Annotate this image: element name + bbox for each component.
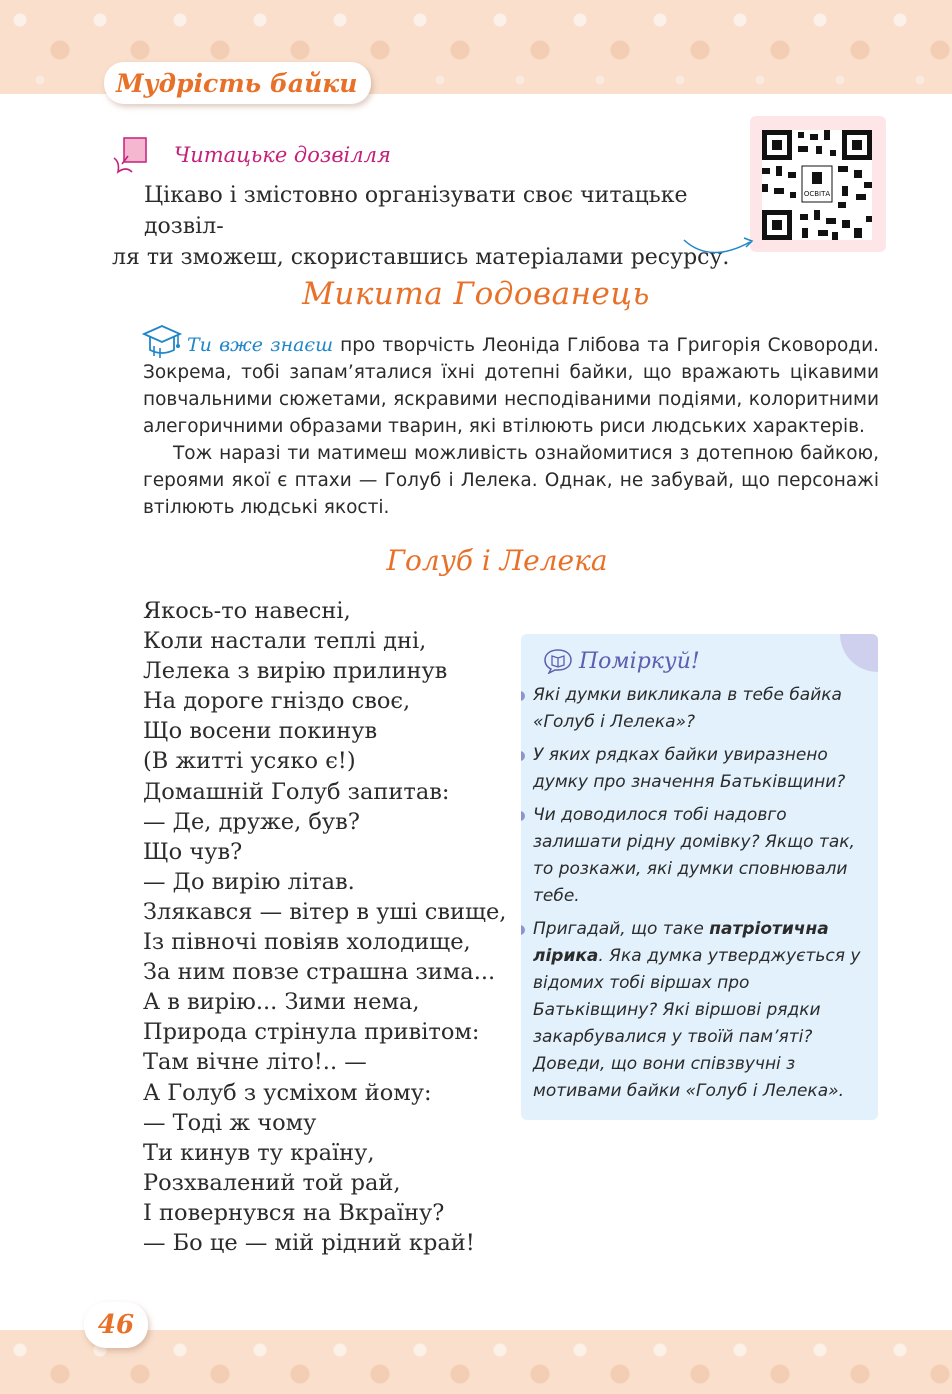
poem-line: — Де, друже, був? [143, 808, 360, 835]
reading-leisure-icon [110, 136, 150, 180]
arrow-to-qr [680, 228, 760, 264]
think-question-4-term: патріотична лірика [533, 919, 829, 966]
you-already-know-label: Ти вже знаєш [187, 334, 334, 356]
think-question-4-end: . Яка думка утверджується у відомих тобі віршах про Батьківщину? Які віршові рядки закарбувалися у твоїй пам’яті? Доведи, що вони співзвучні з мотивами байки «Голуб і Лелека». [533, 946, 861, 1101]
poem-line: Якось-то навесні, [143, 598, 351, 624]
poem-line: — До вирію літав. [143, 868, 355, 895]
poem-line: Природа стрінула привітом: [143, 1019, 480, 1046]
qr-logo-text: ОСВІТА [803, 190, 831, 198]
think-question-1: Які думки викликала в тебе байка «Голуб і Лелека»? [521, 682, 878, 736]
poem-line: За ним повзе страшна зима... [143, 959, 496, 986]
think-question-4 [521, 916, 878, 1105]
poem-line: А Голуб з усміхом йому: [143, 1079, 432, 1106]
poem-line: І повернувся на Вкраїну? [143, 1199, 445, 1226]
author-name: Микита Годованець [302, 276, 650, 312]
poem-line: Розхвалений той рай, [143, 1169, 401, 1196]
fable-title: Голуб і Лелека [386, 544, 608, 577]
section-title [104, 62, 371, 104]
poem-line: Злякався — вітер в уші свище, [143, 898, 507, 925]
poem-line: Домашній Голуб запитав: [143, 778, 450, 805]
reading-leisure-text [112, 180, 742, 273]
poem-line: Ти кинув ту країну, [143, 1139, 375, 1166]
intro-paragraph-1 [143, 332, 879, 440]
reading-leisure-line-2: ля ти зможеш, скориставшись матеріалами ресурсу. [112, 245, 730, 270]
poem-line: На дороге гніздо своє, [143, 688, 411, 715]
intro-paragraph-2: Тож наразі ти матимеш можливість ознайомитися з дотепною байкою, героями якої є птахи — Голуб і Лелека. Однак, не забувай, що персонажі втілюють людські якості. [143, 443, 879, 518]
think-question-4-start: Пригадай, що таке [533, 919, 710, 939]
poem-line: Там вічне літо!.. — [143, 1049, 367, 1076]
reading-leisure-line-1: Цікаво і змістовно організувати своє читацьке дозвіл- [144, 183, 688, 239]
poem-line: — Бо це — мій рідний край! [143, 1229, 475, 1256]
qr-code[interactable] [750, 116, 886, 252]
section-title-text: Мудрість байки [116, 68, 358, 98]
think-question-2: У яких рядках байки увиразнено думку про значення Батьківщини? [521, 742, 878, 796]
poem-line: Із півночі повіяв холодище, [143, 929, 471, 956]
poem-line: Лелека з вирію прилинув [143, 658, 448, 685]
reading-leisure-title: Читацьке дозвілля [174, 143, 391, 167]
poem-line: Що чув? [143, 838, 243, 865]
think-header [543, 648, 700, 674]
book-speech-icon [543, 648, 573, 674]
page-number-text: 46 [97, 1310, 135, 1340]
poem-line: — Тоді ж чому [143, 1109, 317, 1136]
think-box-corner [840, 634, 878, 672]
intro-paragraph-1-text: про творчість Леоніда Глібова та Григорія Сковороди. Зокрема, тобі запам’яталися їхні дотепні байки, що вражають цікавими повчальними сюжетами, яскравими несподіваними подіями, колоритними алегоричними образами тварин, які втілюють риси людських характерів. [143, 335, 880, 437]
qr-code-image [762, 130, 872, 240]
poem-line: А в вирію... Зими нема, [143, 989, 420, 1016]
fable-poem [143, 596, 513, 1258]
think-questions [521, 682, 878, 1111]
page-number [84, 1302, 148, 1348]
think-box [521, 634, 878, 1120]
think-question-3: Чи доводилося тобі надовго залишати рідну домівку? Якщо так, то розкажи, які думки сповнювали тебе. [521, 802, 878, 910]
poem-line: (В житті усяко є!) [143, 748, 356, 775]
poem-line: Коли настали теплі дні, [143, 628, 427, 655]
intro-text [143, 332, 879, 521]
poem-line: Що восени покинув [143, 718, 378, 745]
think-title: Поміркуй! [579, 648, 700, 674]
